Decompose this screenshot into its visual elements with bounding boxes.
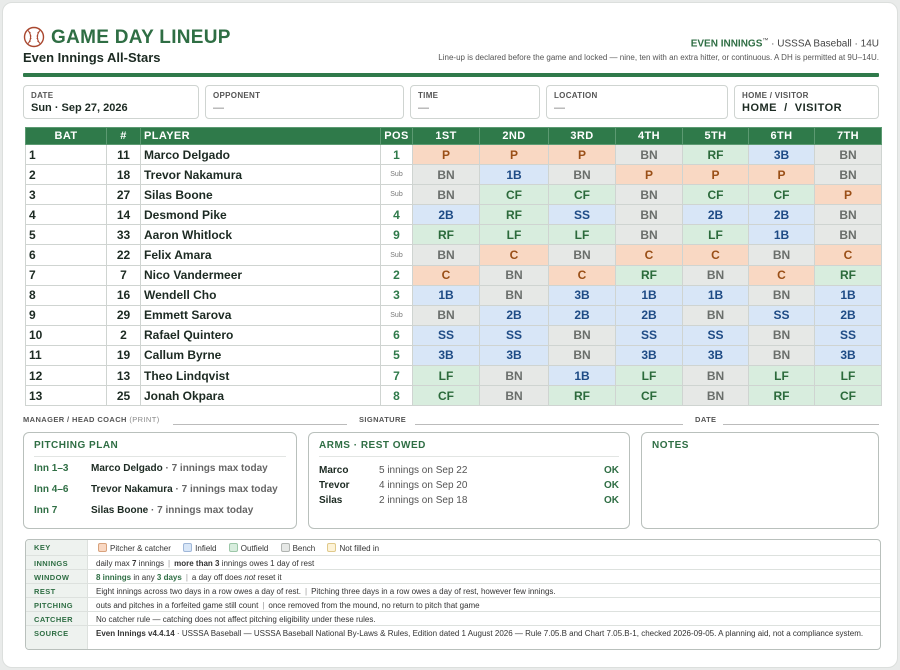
manager-label [23, 415, 160, 424]
inning-position-cell[interactable]: 3B [480, 345, 549, 365]
arm-name: Marco [319, 465, 349, 476]
player-name: Emmett Sarova [141, 305, 381, 325]
inning-header: 1ST [413, 128, 480, 145]
arms-rest-panel [308, 432, 630, 529]
opponent-field[interactable] [205, 85, 404, 119]
innings-rule-b: innings owes 1 day of rest [219, 559, 315, 568]
window-rule-b-end: reset it [255, 573, 282, 582]
number-header: # [107, 128, 141, 145]
batting-order: 11 [26, 345, 107, 365]
inning-position-cell[interactable]: BN [413, 245, 480, 265]
inning-position-cell[interactable]: CF [815, 386, 882, 406]
key-item [96, 544, 171, 553]
lineup-row [26, 305, 882, 325]
pitching-plan-row [34, 479, 286, 499]
arm-rest: 2 innings on Sep 18 [379, 495, 468, 506]
batting-order: 10 [26, 325, 107, 345]
lineup-row [26, 245, 882, 265]
inning-position-cell[interactable]: 3B [413, 345, 480, 365]
inning-position-cell[interactable]: 2B [815, 305, 882, 325]
arm-rest: 4 innings on Sep 20 [379, 480, 468, 491]
inning-position-cell[interactable]: BN [616, 225, 683, 245]
manager-hint: (PRINT) [129, 415, 160, 424]
inning-position-cell[interactable]: 2B [749, 205, 815, 225]
window-rule-b: a day off does [191, 573, 245, 582]
pitching-rule-row: PITCHING outs and pitches in a forfeited game still count | once removed from the mound, no return to pitch that game [26, 598, 880, 612]
jersey-number: 19 [107, 345, 141, 365]
inning-position-cell[interactable]: BN [549, 345, 616, 365]
inning-position-cell[interactable]: BN [749, 285, 815, 305]
jersey-number: 29 [107, 305, 141, 325]
lineup-note: Line-up is declared before the game and locked — nine, ten with an extra hitter, or continuous. A DH is permitted at 9U–14U. [438, 53, 879, 62]
page-title: GAME DAY LINEUP [51, 27, 231, 48]
inning-header: 4TH [616, 128, 683, 145]
innings-rule-label: INNINGS [26, 556, 88, 569]
pitching-rule-label: PITCHING [26, 598, 88, 611]
manager-label-text: MANAGER / HEAD COACH [23, 415, 127, 424]
plan-pitcher: Marco Delgado [91, 463, 163, 474]
inning-position-cell[interactable]: SS [683, 325, 749, 345]
inning-position-cell[interactable]: 2B [413, 205, 480, 225]
inning-position-cell[interactable]: P [480, 145, 549, 165]
not-filled-swatch [327, 543, 336, 552]
date-field[interactable] [23, 85, 199, 119]
team-name: Even Innings All-Stars [23, 50, 161, 65]
inning-position-cell[interactable]: P [683, 165, 749, 185]
source-version: Even Innings v4.4.14 [96, 629, 175, 638]
source-label: SOURCE [26, 626, 88, 650]
time-value: — [418, 102, 429, 114]
key-outfield: Outfield [240, 544, 269, 553]
player-name: Desmond Pike [141, 205, 381, 225]
inning-position-cell[interactable]: CF [683, 185, 749, 205]
starting-position: Sub [381, 165, 413, 185]
window-rule-bold: 8 innings [96, 573, 132, 582]
inning-position-cell[interactable]: 2B [683, 205, 749, 225]
key-label: KEY [26, 540, 88, 555]
notes-panel[interactable] [641, 432, 879, 529]
starting-position: 5 [381, 345, 413, 365]
inning-position-cell[interactable]: RF [480, 205, 549, 225]
lineup-body [26, 145, 882, 406]
batting-order: 4 [26, 205, 107, 225]
key-item [279, 544, 316, 553]
notes-title: NOTES [652, 440, 689, 451]
inning-position-cell[interactable]: 1B [616, 285, 683, 305]
lineup-sheet [2, 2, 898, 668]
inning-position-cell[interactable]: 1B [815, 285, 882, 305]
inning-position-cell[interactable]: P [616, 165, 683, 185]
window-rule-em: not [244, 573, 256, 582]
innings-rule-row: INNINGS daily max 7 innings | more than 3 innings owes 1 day of rest [26, 556, 880, 570]
jersey-number: 7 [107, 265, 141, 285]
plan-detail: · 7 innings max today [148, 505, 254, 516]
header [23, 23, 879, 75]
location-label: LOCATION [554, 91, 598, 100]
rest-rule-b: Pitching three days in a row owes a day of rest, however few innings. [311, 587, 556, 596]
inning-header: 7TH [815, 128, 882, 145]
date-label: DATE [31, 91, 54, 100]
home-visitor-field[interactable] [734, 85, 879, 119]
lineup-row [26, 265, 882, 285]
rest-rule-label: REST [26, 584, 88, 597]
inning-position-cell[interactable]: LF [616, 366, 683, 386]
starting-position: 6 [381, 325, 413, 345]
rest-rule-row: REST Eight innings across two days in a row owes a day of rest. | Pitching three days in a row owes a day of rest, however few innings. [26, 584, 880, 598]
header-rule [23, 73, 879, 77]
inning-position-cell[interactable]: CF [480, 185, 549, 205]
inning-position-cell[interactable]: P [549, 145, 616, 165]
player-name: Rafael Quintero [141, 325, 381, 345]
player-name: Felix Amara [141, 245, 381, 265]
inning-position-cell[interactable]: LF [480, 225, 549, 245]
batting-order: 7 [26, 265, 107, 285]
location-field[interactable] [546, 85, 728, 119]
inning-position-cell[interactable]: 2B [616, 305, 683, 325]
starting-position: 2 [381, 265, 413, 285]
starting-position: 8 [381, 386, 413, 406]
pitching-plan-panel [23, 432, 297, 529]
date-sign-label: DATE [695, 415, 717, 424]
inning-position-cell[interactable]: P [815, 185, 882, 205]
plan-pitcher: Trevor Nakamura [91, 484, 173, 495]
inning-position-cell[interactable]: BN [549, 325, 616, 345]
inning-position-cell[interactable]: C [413, 265, 480, 285]
key-pitcher-catcher: Pitcher & catcher [110, 544, 171, 553]
inning-position-cell[interactable]: CF [749, 185, 815, 205]
inning-header: 3RD [549, 128, 616, 145]
jersey-number: 18 [107, 165, 141, 185]
lineup-row [26, 325, 882, 345]
arm-name: Trevor [319, 480, 350, 491]
inning-position-cell[interactable]: 3B [616, 345, 683, 365]
jersey-number: 2 [107, 325, 141, 345]
inning-position-cell[interactable]: BN [815, 145, 882, 165]
bat-header: BAT [26, 128, 107, 145]
jersey-number: 11 [107, 145, 141, 165]
window-rule-label: WINDOW [26, 570, 88, 583]
outfield-swatch [229, 543, 238, 552]
inning-position-cell[interactable]: BN [683, 265, 749, 285]
innings-rule-num: 7 [132, 559, 137, 568]
inning-position-cell[interactable]: 1B [480, 165, 549, 185]
home-visitor-value: HOME / VISITOR [742, 102, 843, 114]
plan-innings: Inn 1–3 [34, 463, 69, 474]
inning-position-cell[interactable]: BN [749, 245, 815, 265]
inning-position-cell[interactable]: SS [749, 305, 815, 325]
inning-position-cell[interactable]: 1B [683, 285, 749, 305]
plan-pitcher: Silas Boone [91, 505, 149, 516]
inning-position-cell[interactable]: P [749, 165, 815, 185]
inning-position-cell[interactable]: 2B [549, 305, 616, 325]
signature-line[interactable] [415, 424, 683, 425]
position-header: POS [381, 128, 413, 145]
pitching-rule-b: once removed from the mound, no return to pitch that game [268, 601, 480, 610]
batting-order: 12 [26, 366, 107, 386]
inning-position-cell[interactable]: 3B [749, 145, 815, 165]
inning-position-cell[interactable]: LF [549, 225, 616, 245]
arms-rest-row [319, 493, 619, 508]
inning-position-cell[interactable]: 1B [749, 225, 815, 245]
player-name: Callum Byrne [141, 345, 381, 365]
starting-position: 4 [381, 205, 413, 225]
lineup-row [26, 345, 882, 365]
date-value: Sun · Sep 27, 2026 [31, 102, 128, 114]
inning-position-cell[interactable]: BN [480, 366, 549, 386]
starting-position: 1 [381, 145, 413, 165]
rest-rule-a: Eight innings across two days in a row owes a day of rest. [96, 587, 301, 596]
lineup-row [26, 145, 882, 165]
jersey-number: 16 [107, 285, 141, 305]
opponent-label: OPPONENT [213, 91, 261, 100]
inning-position-cell[interactable]: BN [749, 345, 815, 365]
lineup-row [26, 366, 882, 386]
arm-name: Silas [319, 495, 343, 506]
infield-swatch [183, 543, 192, 552]
date-sign-line[interactable] [723, 424, 879, 425]
inning-position-cell[interactable]: BN [549, 165, 616, 185]
inning-position-cell[interactable]: RF [683, 145, 749, 165]
inning-position-cell[interactable]: C [480, 245, 549, 265]
inning-position-cell[interactable]: LF [815, 366, 882, 386]
lineup-row [26, 205, 882, 225]
inning-position-cell[interactable]: CF [549, 185, 616, 205]
inning-position-cell[interactable]: BN [413, 165, 480, 185]
inning-position-cell[interactable]: RF [616, 265, 683, 285]
catcher-rule-text: No catcher rule — catching does not affect pitching eligibility under these rules. [96, 615, 376, 624]
inning-position-cell[interactable]: CF [413, 386, 480, 406]
inning-position-cell[interactable]: 1B [549, 366, 616, 386]
lineup-row [26, 185, 882, 205]
inning-position-cell[interactable]: C [749, 265, 815, 285]
pitching-plan-row [34, 458, 286, 478]
starting-position: Sub [381, 305, 413, 325]
pitcher-catcher-swatch [98, 543, 107, 552]
inning-position-cell[interactable]: CF [616, 386, 683, 406]
inning-position-cell[interactable]: 1B [413, 285, 480, 305]
innings-rule-a: daily max [96, 559, 133, 568]
inning-position-cell[interactable]: C [616, 245, 683, 265]
arm-status: OK [604, 480, 619, 491]
jersey-number: 33 [107, 225, 141, 245]
pitching-plan-row [34, 500, 286, 520]
league-info: · USSSA Baseball · 14U [768, 38, 879, 50]
plan-detail: · 7 innings max today [172, 484, 278, 495]
inning-position-cell[interactable]: 3B [683, 345, 749, 365]
key-item [325, 544, 379, 553]
inning-position-cell[interactable]: BN [815, 205, 882, 225]
jersey-number: 13 [107, 366, 141, 386]
catcher-rule-row [26, 612, 880, 626]
lineup-row [26, 386, 882, 406]
window-rule-bold2: 3 days [156, 573, 182, 582]
inning-position-cell[interactable]: 2B [480, 305, 549, 325]
inning-position-cell[interactable]: RF [815, 265, 882, 285]
plan-innings: Inn 7 [34, 505, 58, 516]
inning-position-cell[interactable]: BN [616, 145, 683, 165]
starting-position: Sub [381, 245, 413, 265]
time-label: TIME [418, 91, 439, 100]
inning-position-cell[interactable]: C [549, 265, 616, 285]
player-name: Trevor Nakamura [141, 165, 381, 185]
inning-position-cell[interactable]: RF [549, 386, 616, 406]
inning-position-cell[interactable]: BN [815, 165, 882, 185]
inning-position-cell[interactable]: SS [616, 325, 683, 345]
lineup-row [26, 225, 882, 245]
innings-rule-b-bold: more than 3 [174, 559, 220, 568]
player-name: Jonah Okpara [141, 386, 381, 406]
jersey-number: 25 [107, 386, 141, 406]
player-header: PLAYER [141, 128, 381, 145]
inning-position-cell[interactable]: BN [815, 225, 882, 245]
rules-key-table [25, 539, 881, 650]
batting-order: 1 [26, 145, 107, 165]
inning-position-cell[interactable]: BN [749, 325, 815, 345]
arm-status: OK [604, 465, 619, 476]
inning-position-cell[interactable]: RF [749, 386, 815, 406]
baseball-icon [23, 26, 45, 48]
player-name: Silas Boone [141, 185, 381, 205]
signature-label: SIGNATURE [359, 415, 407, 424]
key-row [26, 540, 880, 556]
inning-position-cell[interactable]: 3B [815, 345, 882, 365]
inning-position-cell[interactable]: RF [413, 225, 480, 245]
bench-swatch [281, 543, 290, 552]
arms-rest-title: ARMS · REST OWED [319, 440, 619, 457]
lineup-row [26, 165, 882, 185]
location-value: — [554, 102, 565, 114]
inning-position-cell[interactable]: LF [749, 366, 815, 386]
catcher-rule-label: CATCHER [26, 612, 88, 625]
inning-position-cell[interactable]: BN [683, 386, 749, 406]
inning-header: 5TH [683, 128, 749, 145]
key-item [227, 544, 269, 553]
inning-position-cell[interactable]: BN [480, 386, 549, 406]
time-field[interactable] [410, 85, 540, 119]
innings-rule-a-end: innings [136, 559, 165, 568]
manager-line[interactable] [173, 424, 347, 425]
starting-position: Sub [381, 185, 413, 205]
player-name: Aaron Whitlock [141, 225, 381, 245]
inning-position-cell[interactable]: 3B [549, 285, 616, 305]
pitching-plan-title: PITCHING PLAN [34, 440, 286, 457]
player-name: Wendell Cho [141, 285, 381, 305]
inning-position-cell[interactable]: C [815, 245, 882, 265]
starting-position: 7 [381, 366, 413, 386]
key-not-filled: Not filled in [339, 544, 380, 553]
starting-position: 3 [381, 285, 413, 305]
inning-position-cell[interactable]: P [413, 145, 480, 165]
key-bench: Bench [292, 544, 316, 553]
player-name: Nico Vandermeer [141, 265, 381, 285]
window-rule-a: in any [131, 573, 157, 582]
inning-position-cell[interactable]: LF [413, 366, 480, 386]
inning-position-cell[interactable]: LF [683, 225, 749, 245]
key-item [181, 544, 216, 553]
inning-position-cell[interactable]: BN [549, 245, 616, 265]
jersey-number: 27 [107, 185, 141, 205]
arm-status: OK [604, 495, 619, 506]
batting-order: 13 [26, 386, 107, 406]
inning-position-cell[interactable]: SS [480, 325, 549, 345]
inning-position-cell[interactable]: SS [413, 325, 480, 345]
inning-position-cell[interactable]: BN [480, 265, 549, 285]
inning-position-cell[interactable]: C [683, 245, 749, 265]
inning-position-cell[interactable]: BN [683, 366, 749, 386]
arms-rest-row [319, 463, 619, 478]
inning-position-cell[interactable]: BN [413, 185, 480, 205]
plan-detail: · 7 innings max today [162, 463, 268, 474]
arms-rest-row [319, 478, 619, 493]
batting-order: 6 [26, 245, 107, 265]
starting-position: 9 [381, 225, 413, 245]
player-name: Marco Delgado [141, 145, 381, 165]
brand-name: EVEN INNINGS [690, 38, 763, 50]
lineup-table [25, 127, 882, 406]
inning-position-cell[interactable]: BN [480, 285, 549, 305]
home-visitor-label: HOME / VISITOR [742, 91, 809, 100]
window-rule-row: WINDOW 8 innings in any 3 days | a day off does not reset it [26, 570, 880, 584]
lineup-row [26, 285, 882, 305]
source-row [26, 626, 880, 650]
trademark: ™ [762, 38, 769, 44]
jersey-number: 22 [107, 245, 141, 265]
inning-header: 2ND [480, 128, 549, 145]
plan-innings: Inn 4–6 [34, 484, 69, 495]
batting-order: 5 [26, 225, 107, 245]
inning-position-cell[interactable]: SS [549, 205, 616, 225]
inning-position-cell[interactable]: BN [616, 185, 683, 205]
inning-position-cell[interactable]: BN [413, 305, 480, 325]
player-name: Theo Lindqvist [141, 366, 381, 386]
key-infield: Infield [195, 544, 217, 553]
pitching-rule-a: outs and pitches in a forfeited game still count [96, 601, 259, 610]
inning-position-cell[interactable]: BN [616, 205, 683, 225]
lineup-header-row [26, 128, 882, 145]
batting-order: 3 [26, 185, 107, 205]
batting-order: 8 [26, 285, 107, 305]
source-text: · USSSA Baseball — USSSA Baseball National By-Laws & Rules, Edition dated 1 August 2026 — Rule 7.05.B and Chart 7.05.B-1, checked 2026-09-05. A planning aid, not a compliance system. [174, 629, 864, 638]
opponent-value: — [213, 102, 224, 114]
brand-line [691, 38, 879, 49]
batting-order: 2 [26, 165, 107, 185]
inning-position-cell[interactable]: SS [815, 325, 882, 345]
inning-header: 6TH [749, 128, 815, 145]
jersey-number: 14 [107, 205, 141, 225]
batting-order: 9 [26, 305, 107, 325]
inning-position-cell[interactable]: BN [683, 305, 749, 325]
arm-rest: 5 innings on Sep 22 [379, 465, 468, 476]
